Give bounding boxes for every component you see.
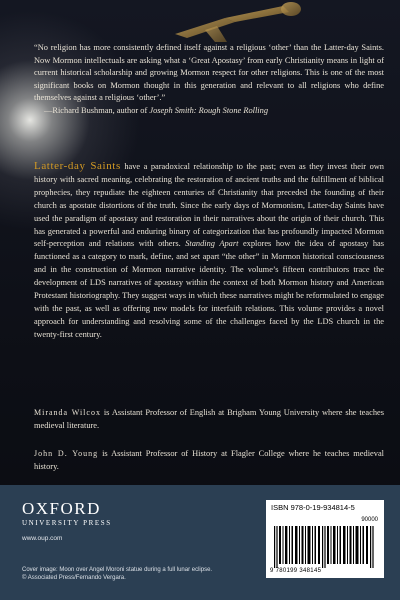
- editor-bio-young: [34, 448, 384, 474]
- isbn-barcode: [266, 500, 384, 578]
- book-description: [34, 160, 384, 342]
- description-part1: have a paradoxical relationship to the past; even as they invest their own history with sacred meaning, celebrating the restoration of ancient truths and the fulfillment of biblical prophecies, they repudiate the eighteen centuries of Christianity that preceded the founding of their church as apostate distortions of the truth. Since the early days of Mormonism, Latter-day Saints have used the paradigm of apostasy and restoration in their narratives about the origin of their church. This has generated a powerful and enduring binary of categorization that has profoundly impacted Mormon self-perception and relations with others.: [34, 162, 384, 249]
- publisher-name: OXFORD: [22, 499, 101, 518]
- endorsement-quote: [34, 42, 384, 118]
- attribution-prefix: —Richard Bushman, author of: [44, 105, 150, 115]
- barcode-digits: 9 780199 348145: [270, 568, 322, 574]
- oxford-logo: [22, 500, 112, 528]
- editor-bio-text: is Assistant Professor of History at Flagler College where he teaches medieval history.: [34, 449, 384, 471]
- attribution-work: Joseph Smith: Rough Stone Rolling: [149, 105, 269, 115]
- editor-name: John D. Young: [34, 449, 99, 458]
- quote-attribution: [44, 105, 384, 118]
- cover-credit-line2: © Associated Press/Fernando Vergara.: [22, 575, 126, 581]
- barcode-bars: [274, 526, 376, 568]
- cover-credit-line1: Cover image: Moon over Angel Moroni statue during a full lunar eclipse.: [22, 567, 213, 573]
- cover-credit: [22, 566, 232, 582]
- price-code: 90000: [361, 517, 378, 523]
- description-lead: Latter-day Saints: [34, 160, 121, 172]
- isbn-number: ISBN 978-0-19-934814-5: [271, 503, 355, 512]
- publisher-website: www.oup.com: [22, 535, 63, 542]
- quote-text: “No religion has more consistently defined itself against a religious ‘other’ than the Latter-day Saints. Now Mormon intellectuals are asking what a ‘Great Apostasy’ from early Christianity means in light of current historical scholarship and growing Mormon respect for other religions. This is one of the most significant books on Mormon thought in this generation and relevant to all religions who define themselves against a religious ‘other’.”: [34, 43, 384, 103]
- angel-moroni-statue-image: [165, 0, 310, 42]
- editor-bio-text: is Assistant Professor of English at Brigham Young University where she teaches medieval literature.: [34, 408, 384, 430]
- editor-bio-wilcox: [34, 407, 384, 433]
- description-title: Standing Apart: [185, 239, 239, 249]
- editor-name: Miranda Wilcox: [34, 408, 101, 417]
- publisher-subname: UNIVERSITY PRESS: [22, 519, 112, 527]
- description-part2: explores how the idea of apostasy has functioned as a category to mark, define, and set apart “the other” in Mormon historical consciousness and in the construction of Mormon narrative identity. The volume’s fifteen contributors trace the development of LDS narratives of apostasy within the context of both Mormon history and American Protestant historiography. They suggest ways in which these narratives might be reformulated to engage with the past, as well as offering new models for interfaith relations. This volume provides a novel approach for understanding and resolving some of the challenges faced by the LDS church in the twenty-first century.: [34, 239, 384, 339]
